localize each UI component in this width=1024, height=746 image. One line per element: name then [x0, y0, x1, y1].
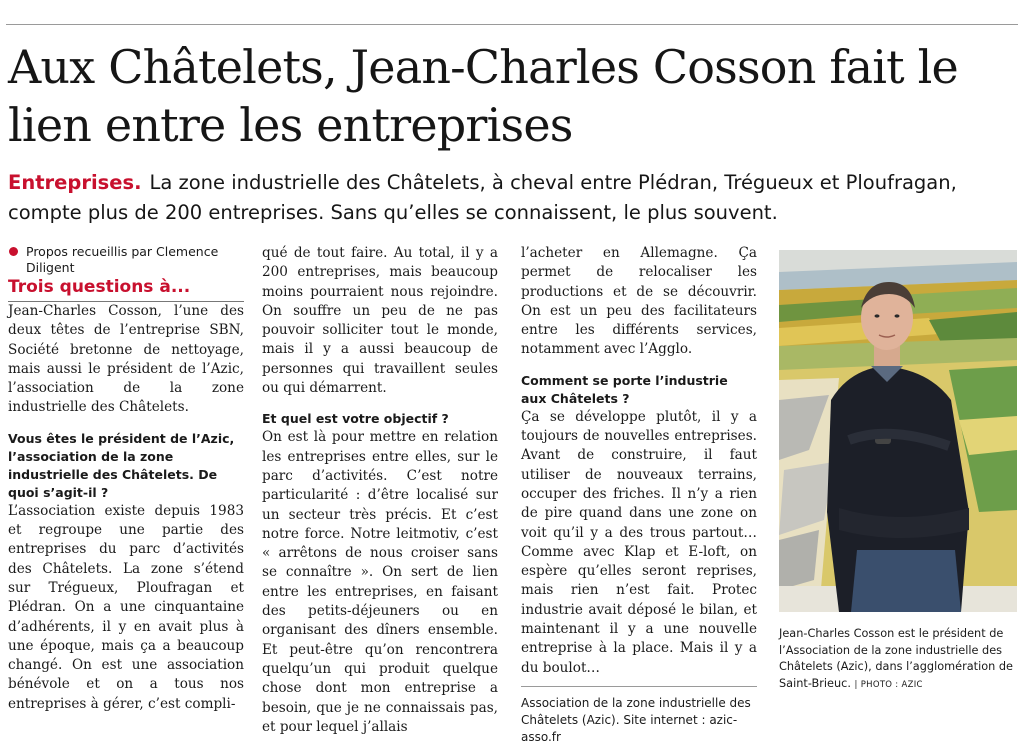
standfirst-text: La zone industrielle des Châtelets, à cheval entre Plédran, Trégueux et Ploufragan, compte plus de 200 entreprises. Sans qu’elles se connaissent, le plus souvent. [8, 171, 957, 224]
headline: Aux Châtelets, Jean-Charles Cosson fait le lien entre les entreprises [8, 40, 958, 152]
answer-3: Ça se développe plutôt, il y a toujours de nouvelles entreprises. Avant de construire, il faut utiliser de nouveaux terrains, occuper des friches. Il n’y a rien de pire quand dans une zone on voit qu’il y a des trous partout… Comme avec Klap et E-loft, on espère qu’elles seront reprises, mais rien n’est fait. Protec industrie avait déposé le bilan, et maintenant il y a une nouvelle entreprise à la place. Mais il y a du boulot… [521, 408, 757, 676]
photo-credit: | PHOTO : AZIC [854, 679, 923, 690]
bullet-dot-icon [9, 247, 18, 256]
photo-caption [779, 626, 1017, 693]
answer-1-part-1: L’association existe depuis 1983 et regroupe une partie des entreprises du parc d’activités des Châtelets. La zone s’étend sur Trégueux, Ploufragan et Plédran. On a une cinquantaine d’adhérents, il y en avait plus à une époque, mais ça a beaucoup changé. On est une association bénévole et on a tous nos entreprises à gérer, c’est compli- [8, 502, 244, 712]
question-2: Et quel est votre objectif ? [262, 411, 449, 427]
column-2 [262, 244, 498, 737]
byline-text: Propos recueillis par Clemence Diligent [26, 244, 219, 275]
column-3 [521, 244, 757, 746]
standfirst [8, 168, 1018, 228]
answer-2-part-1: On est là pour mettre en relation les entreprises entre elles, sur le parc d’activités. C’est notre particularité : d’être localisé sur un secteur très précis. Et c’est notre force. Notre leitmotiv, c’est « arrêtons de nous croiser sans se connaître ». On sert de lien entre les entreprises, en faisant des petits-déjeuners ou en organisant des dîners ensemble. Et peut-être qu’on rencontrera quelqu’un qui produit quelque chose dont mon entreprise a besoin, que je ne connaissais pas, et pour lequel j’allais [262, 429, 498, 735]
question-1: Vous êtes le président de l’Azic, l’association de la zone industrielle des Châtelets. De quoi s’agit-il ? [8, 430, 235, 500]
answer-1-part-2: qué de tout faire. Au total, il y a 200 entreprises, mais beaucoup moins pourraient nous rejoindre. On souffre un peu de ne pas pouvoir solliciter tout le monde, mais il y a aussi beaucoup de personnes qui travaillent seules ou qui démarrent. [262, 245, 498, 397]
portrait-illustration [779, 250, 1017, 612]
rubric-title: Trois questions à... [8, 276, 244, 302]
intro-paragraph: Jean-Charles Cosson, l’une des deux têtes de l’entreprise SBN, Société bretonne de nettoyage, mais aussi le président de l’Azic, l’association de la zone industrielle des Châtelets. [8, 303, 244, 416]
standfirst-kicker: Entreprises. [8, 171, 142, 194]
info-box: Association de la zone industrielle des Châtelets (Azic). Site internet : azic-asso.fr [521, 686, 757, 746]
column-1 [8, 244, 244, 714]
caption-text: Jean-Charles Cosson est le président de l’Association de la zone industrielle des Châtelets (Azic), dans l’agglomération de Saint-Brieuc. [779, 627, 1013, 690]
byline [8, 244, 244, 276]
question-3: Comment se porte l’industrie aux Châtelets ? [521, 372, 728, 406]
answer-2-part-2: l’acheter en Allemagne. Ça permet de relocaliser les productions et de se découvrir. On est un peu des facilitateurs entre les différents services, notamment avec l’Agglo. [521, 245, 757, 358]
top-rule [6, 24, 1018, 25]
portrait-photo [779, 250, 1017, 612]
